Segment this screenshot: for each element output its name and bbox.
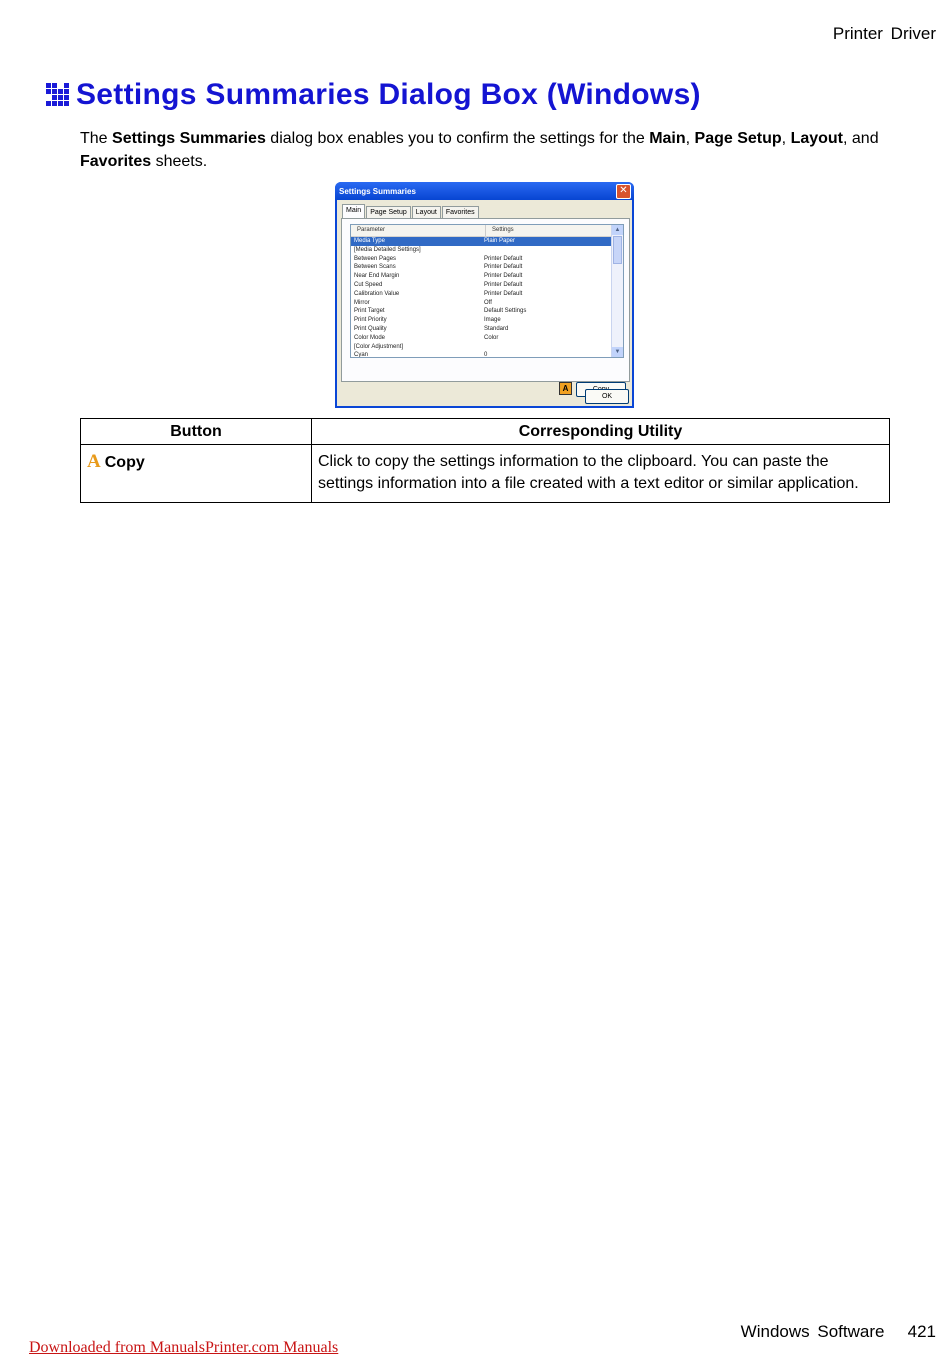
dialog-body — [337, 200, 632, 406]
callout-marker-a: A — [559, 382, 572, 395]
footer-section: Windows Software — [740, 1322, 885, 1341]
column-settings[interactable]: Settings — [492, 227, 514, 233]
tab-layout[interactable]: Layout — [412, 206, 441, 218]
list-item-parameter: Between Scans — [354, 264, 396, 271]
list-item-parameter: [Media Detailed Settings] — [354, 246, 421, 253]
list-item[interactable] — [351, 237, 611, 246]
vertical-scrollbar[interactable] — [611, 225, 623, 357]
page-title-row — [46, 78, 701, 112]
dialog-titlebar — [335, 182, 634, 200]
list-item[interactable] — [351, 290, 611, 299]
list-item-parameter: Media Type — [354, 238, 385, 244]
list-item-parameter: Print Quality — [354, 325, 387, 332]
list-item[interactable] — [351, 343, 611, 352]
table-row — [81, 445, 890, 503]
list-item-setting: Color — [484, 334, 499, 341]
list-item[interactable] — [351, 299, 611, 308]
scroll-thumb[interactable] — [613, 236, 622, 264]
list-item-setting: Printer Default — [484, 264, 523, 271]
list-item[interactable] — [351, 325, 611, 334]
list-item-setting: Printer Default — [484, 273, 523, 280]
list-item-parameter: Between Pages — [354, 255, 397, 262]
button-cell — [81, 445, 312, 503]
button-utility-table — [80, 418, 890, 503]
settings-summaries-dialog — [335, 182, 634, 408]
tab-strip — [342, 204, 480, 218]
list-item-parameter: Color Mode — [354, 334, 386, 341]
list-item-setting: Standard — [484, 325, 509, 332]
tab-page-setup[interactable]: Page Setup — [366, 206, 411, 218]
tab-favorites[interactable]: Favorites — [442, 206, 479, 218]
ok-button[interactable]: OK — [585, 389, 629, 404]
list-item[interactable] — [351, 334, 611, 343]
column-parameter[interactable]: Parameter — [351, 225, 486, 236]
close-icon[interactable]: ✕ — [616, 184, 631, 199]
page-number: 421 — [907, 1322, 936, 1341]
list-item-setting: Printer Default — [484, 290, 523, 297]
list-item-setting: Off — [484, 299, 492, 306]
scroll-up-icon[interactable]: ▲ — [612, 225, 623, 235]
list-item[interactable] — [351, 281, 611, 290]
list-item-parameter: Print Target — [354, 308, 385, 315]
list-item-parameter: Print Priority — [354, 317, 387, 324]
header-button: Button — [81, 419, 312, 445]
list-item-parameter: Mirror — [354, 299, 370, 306]
list-header — [351, 225, 623, 237]
list-item[interactable] — [351, 316, 611, 325]
grid-bullet-icon — [46, 83, 70, 107]
running-footer — [741, 1322, 936, 1342]
download-source-link[interactable]: Downloaded from ManualsPrinter.com Manuals — [29, 1339, 339, 1356]
list-item-parameter: Calibration Value — [354, 290, 400, 297]
page-title: Settings Summaries Dialog Box (Windows) — [76, 78, 701, 111]
list-item-setting: Image — [484, 317, 501, 324]
list-item-setting: Printer Default — [484, 281, 523, 288]
table-header-row — [81, 419, 890, 445]
list-item-parameter: [Color Adjustment] — [354, 343, 404, 350]
button-name: Copy — [104, 454, 145, 471]
list-item[interactable] — [351, 307, 611, 316]
utility-cell: Click to copy the settings information to the clipboard. You can paste the settings information into a file created with a text editor or similar application. — [312, 445, 890, 503]
callout-letter-a: A — [87, 451, 101, 472]
list-item[interactable] — [351, 272, 611, 281]
list-item-setting: Default Settings — [484, 308, 527, 315]
dialog-title: Settings Summaries — [339, 186, 416, 196]
intro-paragraph: The Settings Summaries dialog box enables you to confirm the settings for the Main, Page Setup, Layout, and Favorites sheets. — [80, 130, 879, 170]
scroll-down-icon[interactable]: ▼ — [612, 347, 623, 357]
tab-panel — [341, 218, 630, 393]
list-item-parameter: Cyan — [354, 352, 369, 358]
list-item[interactable] — [351, 351, 611, 358]
tab-main[interactable]: Main — [342, 204, 365, 218]
running-header: Printer Driver — [832, 24, 936, 43]
settings-list[interactable] — [350, 224, 624, 358]
header-utility: Corresponding Utility — [312, 419, 890, 445]
list-item[interactable] — [351, 255, 611, 264]
list-item-setting: Printer Default — [484, 255, 523, 262]
list-item-parameter: Near End Margin — [354, 273, 400, 280]
list-item[interactable] — [351, 246, 611, 255]
list-item-setting: Plain Paper — [484, 238, 516, 244]
list-item[interactable] — [351, 263, 611, 272]
list-item-parameter: Cut Speed — [354, 281, 383, 288]
list-rows — [351, 237, 611, 358]
list-item-setting: 0 — [484, 352, 488, 358]
